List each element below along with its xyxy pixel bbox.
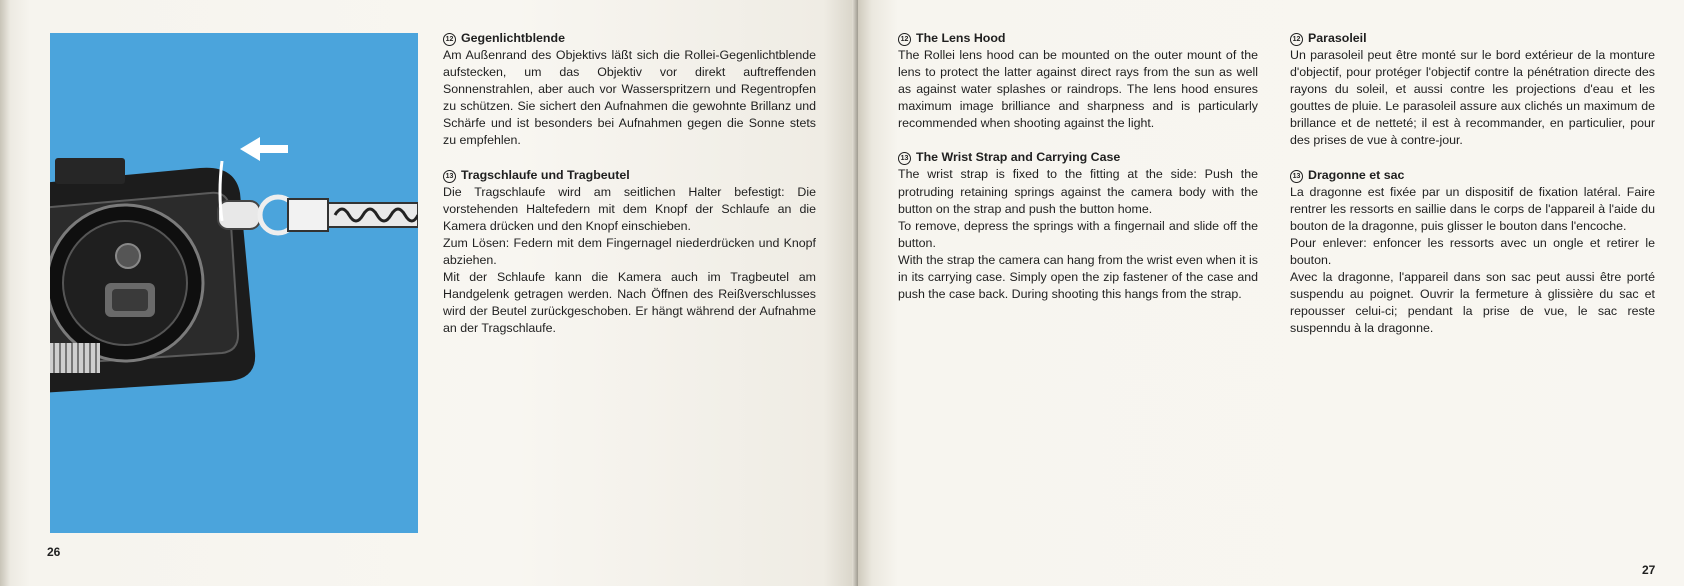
page-number: 27	[1642, 563, 1656, 577]
section-number-badge: 13	[443, 170, 456, 183]
paragraph: The wrist strap is fixed to the fitting at the side: Push the protruding retaining springs against the camera body with the button on the strap and push the button home.	[898, 167, 1258, 216]
right-page	[858, 0, 1684, 586]
section-strap-en	[898, 149, 1258, 303]
section-number-badge: 13	[898, 152, 911, 165]
section-number-badge: 12	[443, 33, 456, 46]
section-heading: 12 Parasoleil	[1290, 30, 1655, 47]
paragraph: The Rollei lens hood can be mounted on the outer mount of the lens to protect the latter against direct rays from the sun as well as against water splashes or raindrops. The lens hood ensures maximum image brilliance and sharpness and is particularly recommended when shooting against the light.	[898, 48, 1258, 131]
section-number-badge: 12	[1290, 33, 1303, 46]
french-column	[1290, 30, 1655, 337]
paragraph: Zum Lösen: Federn mit dem Fingernagel niederdrücken und Knopf abziehen.	[443, 235, 816, 267]
section-lens-hood-de	[443, 30, 816, 150]
paragraph: Avec la dragonne, l'appareil dans son sac peut aussi être porté suspendu au poignet. Ouvrir la fermeture à glissière du sac et repousser celui-ci; pendant la prise de vue, le sac reste suspenndu à la dragonne.	[1290, 270, 1655, 336]
section-lens-hood-fr	[1290, 30, 1655, 150]
section-heading: 12 Gegenlichtblende	[443, 30, 816, 47]
paragraph: Die Tragschlaufe wird am seitlichen Halter befestigt: Die vorstehenden Haltefedern mit dem Knopf der Schlaufe an die Kamera drücken und den Knopf einschieben.	[443, 184, 816, 233]
section-number-badge: 12	[898, 33, 911, 46]
paragraph: Pour enlever: enfoncer les ressorts avec un ongle et retirer le bouton.	[1290, 235, 1655, 267]
paragraph: With the strap the camera can hang from the wrist even when it is in its carrying case. Simply open the zip fastener of the case and push the case back. During shooting this hangs from the strap.	[898, 252, 1258, 302]
paragraph: Mit der Schlaufe kann die Kamera auch im Tragbeutel am Handgelenk getragen werden. Nach Öffnen des Reißverschlusses wird der Beutel zurückgeschoben. Er hängt während der Aufnahme an der Tragschlaufe.	[443, 270, 816, 336]
section-strap-de	[443, 167, 816, 338]
paragraph: To remove, depress the springs with a fingernail and slide off the button.	[898, 218, 1258, 250]
paragraph: La dragonne est fixée par un dispositif de fixation latéral. Faire rentrer les ressorts en saillie dans le corps de l'appareil à l'aide du bouton de la dragonne, puis glisser le bouton dans l'encoche.	[1290, 184, 1655, 233]
paragraph: Un parasoleil peut être monté sur le bord extérieur de la monture d'objectif, pour protéger l'objectif contre la pénétration directe des rayons du soleil, et aussi contre les projections d'eau et les gouttes de pluie. Le parasoleil assure aux clichés un maximum de brillance et de netteté; il est à recommander, en particulier, pour des prises de vue à contre-jour.	[1290, 48, 1655, 148]
paragraph: Am Außenrand des Objektivs läßt sich die Rollei-Gegenlichtblende aufstecken, um das Objektiv vor direkt auftreffenden Sonnenstrahlen, aber auch vor Wasserspritzern und Regentropfen zu schützen. Sie sichert den Aufnahmen die gewohnte Brillanz und Schärfe und ist besonders bei Aufnahmen gegen die Sonne stets zu empfehlen.	[443, 48, 816, 148]
section-number-badge: 13	[1290, 170, 1303, 183]
german-column	[443, 30, 816, 337]
section-heading: 12 The Lens Hood	[898, 30, 1258, 47]
section-heading: 13 Tragschlaufe und Tragbeutel	[443, 167, 816, 184]
page-number: 26	[47, 545, 61, 559]
english-column	[898, 30, 1258, 303]
section-lens-hood-en	[898, 30, 1258, 132]
section-heading: 13 Dragonne et sac	[1290, 167, 1655, 184]
section-heading: 13 The Wrist Strap and Carrying Case	[898, 149, 1258, 166]
page-edge	[0, 0, 10, 586]
section-strap-fr	[1290, 167, 1655, 338]
camera-strap-illustration	[50, 33, 418, 533]
